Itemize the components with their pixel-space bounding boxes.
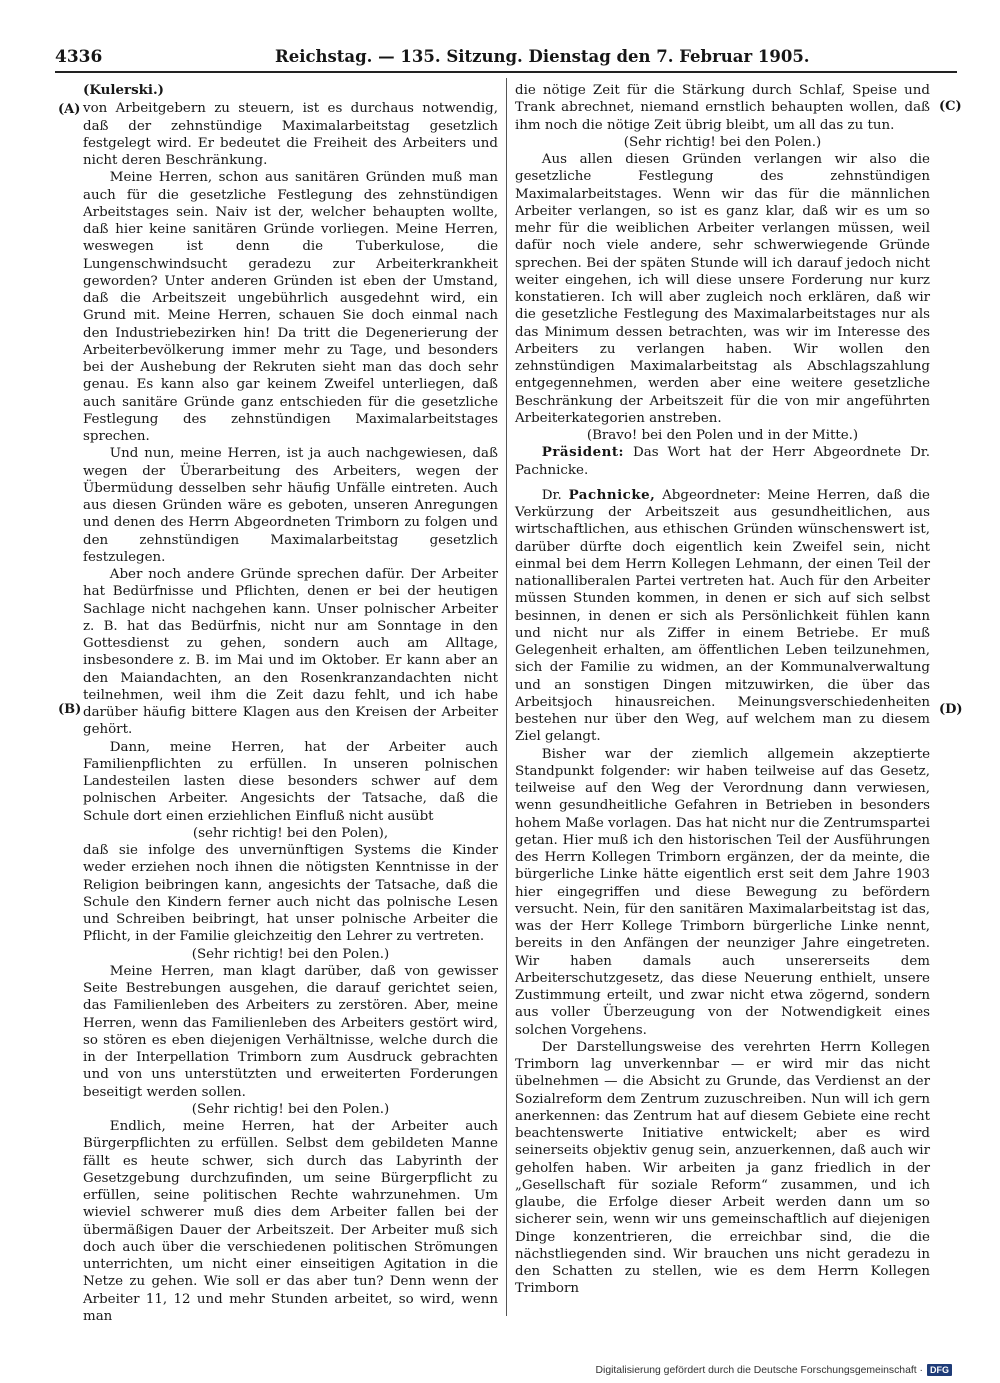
paragraph: Dann, meine Herren, hat der Arbeiter auch Familienpflichten zu erfüllen. In unseren polnischen Landesteilen lasten diese besonders schwer auf dem polnischen Arbeiter. Angesichts der Tatsache, daß die Schule dort einen erziehlichen Einfluß nicht ausübt (83, 739, 498, 824)
margin-mark-c: (C) (939, 99, 962, 114)
paragraph: Der Darstellungsweise des verehrten Herrn Kollegen Trimborn lag unverkennbar — er wird mir das nicht übelnehmen — die Absicht zu Grunde, das Verdienst an der Sozialreform dem Zentrum zuzuschreiben. Nun will ich gern anerkennen: das Zentrum hat auf diesem Gebiete eine recht beachtenswerte Initiative entwickelt; aber es wird seinerseits objektiv genug sein, anzuerkennen, daß auch wir geholfen haben. Wir arbeiten ja ganz friedlich in der „Gesellschaft für soziale Reform“ zusammen, und ich glaube, die Erfolge dieser Arbeit werden dann um so sicherer sein, wenn wir uns gemeinschaftlich auf diejenigen Dinge konzentrieren, die erreichbar sind, die die nächstliegenden sind. Wir brauchen uns nicht geradezu in den Schatten zu stellen, wie es dem Herrn Kollegen Trimborn (515, 1039, 930, 1297)
president-label: Präsident: (541, 444, 624, 461)
interjection: (Sehr richtig! bei den Polen.) (191, 1101, 390, 1117)
running-title: Reichstag. — 135. Sitzung. Dienstag den 7. Februar 1905. (275, 47, 810, 66)
speaker-text: Abgeordneter: Meine Herren, daß die Verkürzung der Arbeitszeit aus gesundheitlichen, aus wirtschaftlichen, aus ethischen Gründen wünschenswert ist, darüber dürfte doch eigentlich kein Zweifel sein, nicht einmal bei dem Herrn Kollegen Lehmann, der einen Teil der nationalliberalen Partei vertreten hat. Auch für den Arbeiter müssen Stunden kommen, in denen er sich auf sich selbst besinnen, in denen er sich als Persönlichkeit fühlen kann und nicht nur als Ziffer in einem Betriebe. Er muß Gelegenheit erhalten, am öffentlichen Leben teilzunehmen, sich der Familie zu widmen, an der Kommunalverwaltung und an sonstigen Dingen mitzuwirken, die über das Arbeitsjoch hinausreichen. Meinungsverschiedenheiten bestehen nur über den Weg, auf welchem man zu diesem Ziel gelangt. (515, 487, 930, 745)
speaker-statement (515, 487, 930, 746)
page-header (55, 45, 957, 73)
paragraph: die nötige Zeit für die Stärkung durch Schlaf, Speise und Trank abrechnet, niemand ernstlich behaupten wollen, daß ihm noch die nötige Zeit übrig bleibt, um all das zu tun. (515, 83, 930, 133)
footer-text: Digitalisierung gefördert durch die Deutsche Forschungsgemeinschaft · (595, 1365, 923, 1376)
interjection: (Sehr richtig! bei den Polen.) (191, 946, 390, 962)
paragraph: Endlich, meine Herren, hat der Arbeiter auch Bürgerpflichten zu erfüllen. Selbst dem gebildeten Manne fällt es heute schwer, sich durch das Labyrinth der Gesetzgebung durchzufinden, um seine Bürgerpflicht zu erfüllen, seine politischen Rechte wahrzunehmen. Um wieviel schwerer muß dies dem Arbeiter fallen bei der übermäßigen Dauer der Arbeitszeit. Der Arbeiter muß sich doch auch über die verschiedenen politischen Strömungen unterrichten, um nicht einer einseitigen Agitation in die Netze zu gehen. Wie soll er das aber tun? Denn wenn der Arbeiter 11, 12 und mehr Stunden arbeitet, so wird, wenn man (83, 1119, 498, 1324)
president-text: Das Wort hat der Herr Abgeordnete Dr. Pachnicke. (515, 445, 930, 478)
margin-mark-b: (B) (58, 702, 82, 717)
page-number: 4336 (55, 47, 103, 67)
president-statement (515, 444, 930, 479)
margin-mark-a: (A) (58, 102, 81, 117)
paragraph: Aber noch andere Gründe sprechen dafür. Der Arbeiter hat Bedürfnisse und Pflichten, denen er bei der heutigen Sachlage nicht nachgehen kann. Unser polnischer Arbeiter z. B. hat das Bedürfnis, nicht nur am Sonntage in den Gottesdienst zu gehen, sondern auch am Alltage, insbesondere z. B. im Mai und im Oktober. Er kann aber an den Maiandachten, an den Rosenkranzandachten nicht teilnehmen, weil ihm die Zeit dazu fehlt, und ich habe darüber häufig bittere Klagen aus den Kreisen der Arbeiter gehört. (83, 567, 498, 738)
interjection: (Sehr richtig! bei den Polen.) (623, 134, 822, 150)
margin-mark-d: (D) (939, 702, 963, 717)
interjection: (Bravo! bei den Polen und in der Mitte.) (586, 428, 859, 443)
dfg-logo: DFG (927, 1364, 952, 1376)
speaker-title: Dr. (541, 487, 562, 503)
paragraph: Und nun, meine Herren, ist ja auch nachgewiesen, daß wegen der Überarbeitung des Arbeiters, wegen der Übermüdung desselben sehr häufig Unfälle eintreten. Auch aus diesen Gründen wäre es geboten, unseren Anregungen und denen des Herrn Abgeordneten Trimborn zu folgen und den zehnstündigen Maximalarbeitstag gesetzlich festzulegen. (83, 446, 498, 565)
digitization-footer (596, 1364, 952, 1376)
paragraph: von Arbeitgebern zu steuern, ist es durchaus notwendig, daß der zehnstündige Maximalarbeitstag gesetzlich festgelegt wird. Er bedeutet die Freiheit des Arbeiters und nicht deren Beschränkung. (83, 101, 498, 168)
paragraph: Bisher war der ziemlich allgemein akzeptierte Standpunkt folgender: wir haben teilweise auf das Gesetz, teilweise auf den Weg der Verordnung dann verwiesen, wenn gesundheitliche Gefahren in Betrieben in besonders hohem Maße vorlagen. Das hat nicht nur die Zentrumspartei getan. Hier muß ich den historischen Teil der Ausführungen des Herrn Kollegen Trimborn ergänzen, der da meinte, die bürgerliche Linke hätte eigentlich erst seit dem Jahre 1903 hier eingegriffen und diese Bewegung zu befördern versucht. Nein, für den sanitären Maximalarbeitstag ist das, was der Herr Kollege Trimborn bürgerliche Linke nennt, bereits in den Anfängen der neunziger Jahre eingetreten. Wir haben damals auch unsererseits dem Arbeiterschutzgesetz, das diese Neuerung enthielt, unsere Zustimmung erteilt, und zwar nicht etwa zögernd, sondern aus voller Überzeugung von der Notwendigkeit eines solchen Vorgehens. (515, 746, 931, 1038)
left-column (83, 82, 498, 1325)
interjection: (sehr richtig! bei den Polen), (192, 825, 389, 841)
speaker-name: Pachnicke, (568, 486, 656, 503)
speaker-tag: (Kulerski.) (83, 82, 164, 98)
paragraph: daß sie infolge des unvernünftigen Systems die Kinder weder erziehen noch ihnen die nötigsten Kenntnisse in der Religion beibringen kann, angesichts der Tatsache, daß die Schule den Kindern ferner auch nicht das polnische Lesen und Schreiben beibringt, hat unser polnische Arbeiter die Pflicht, in der Familie gleichzeitig den Lehrer zu vertreten. (83, 843, 498, 945)
paragraph: Meine Herren, man klagt darüber, daß von gewisser Seite Bestrebungen ausgehen, die darauf gerichtet seien, das Familienleben des Arbeiters zu zerstören. Aber, meine Herren, wenn das Familienleben des Arbeiters gestört wird, so stören es eben diejenigen Verhältnisse, welche durch die in der Interpellation Trimborn zum Ausdruck gebrachten und von uns unterstützten und erweiterten Forderungen beseitigt werden sollen. (83, 963, 498, 1100)
column-divider (506, 78, 507, 1316)
right-column (515, 82, 930, 1298)
paragraph: Aus allen diesen Gründen verlangen wir also die gesetzliche Festlegung des zehnstündigen Maximalarbeitstages. Wenn wir das für die männlichen Arbeiter verlangen, so ist es ganz klar, daß wir es um so mehr für die weiblichen Arbeiter verlangen müssen, weil dafür noch viele andere, sehr schwerwiegende Gründe sprechen. Bei der späten Stunde will ich darauf jedoch nicht weiter eingehen, ich will diese unsere Forderung nur kurz konstatieren. Ich will aber zugleich noch erklären, daß wir die gesetzliche Festlegung des Maximalarbeitstages nur als das Minimum dessen betrachten, was wir im Interesse des Arbeiters zu verlangen haben. Wir wollen den zehnstündigen Maximalarbeitstag als Abschlagszahlung entgegennehmen, werden aber eine weitere gesetzliche Beschränkung der Arbeitszeit für die von mir angeführten Arbeiterkategorien anstreben. (515, 152, 930, 426)
paragraph: Meine Herren, schon aus sanitären Gründen muß man auch für die gesetzliche Festlegung des zehnstündigen Arbeitstages sein. Naiv ist der, welcher behaupten wollte, daß hier keine sanitären Gründe vorliegen. Meine Herren, weswegen ist denn die Tuberkulose, die Lungenschwindsucht geradezu zur Arbeiterkrankheit geworden? Unter anderen Gründen ist eben der Umstand, daß die Arbeitszeit ungebührlich ausgedehnt wird, ein Grund mit. Meine Herren, schauen Sie doch einmal nach den Industriebezirken hin! Da tritt die Degenerierung der Arbeiterbevölkerung immer mehr zu Tage, und besonders bei der Aushebung der Rekruten sieht man das doch sehr genau. Es kann also gar keinem Zweifel unterliegen, daß auch sanitäre Gründe ganz entschieden für die gesetzliche Festlegung des zehnstündigen Maximalarbeitstages sprechen. (83, 170, 498, 444)
